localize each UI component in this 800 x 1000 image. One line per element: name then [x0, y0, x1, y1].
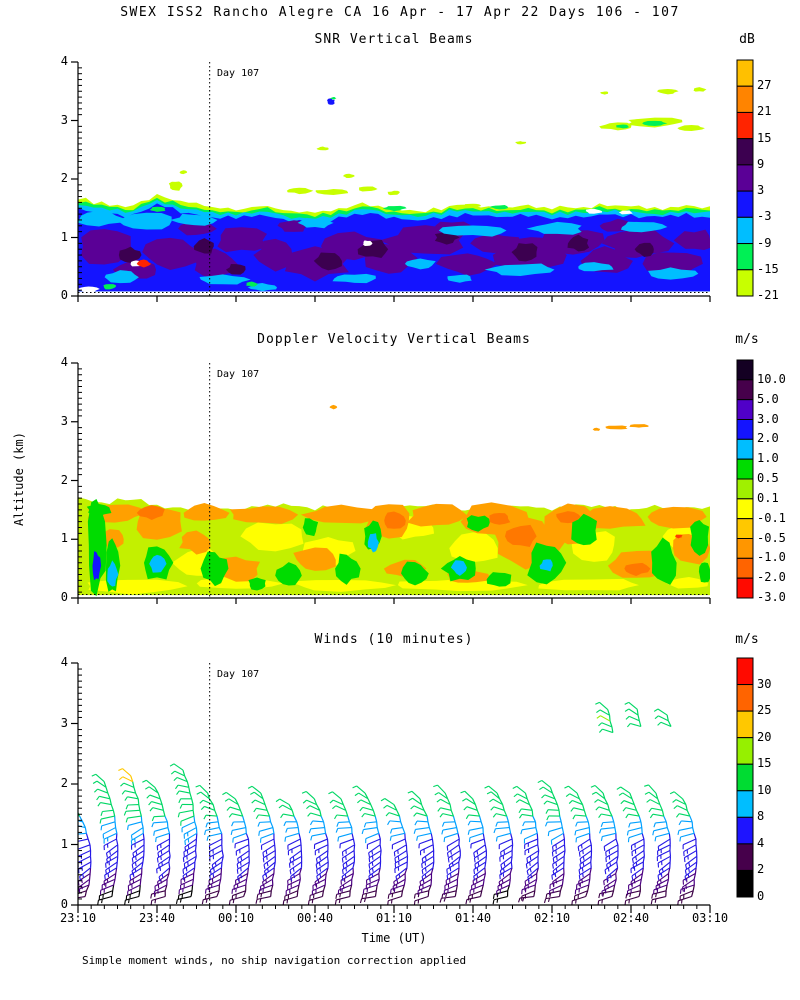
snr-panel-title: SNR Vertical Beams	[314, 32, 474, 47]
y-tick-label: 3	[60, 112, 68, 127]
colorbar-tick-label: 3	[757, 183, 765, 198]
snr-colorbar	[737, 60, 753, 296]
winds-panel-title: Winds (10 minutes)	[314, 632, 474, 647]
figure-title: SWEX ISS2 Rancho Alegre CA 16 Apr - 17 Apr 22 Days 106 - 107	[120, 5, 680, 20]
x-tick-label: 23:10	[59, 911, 97, 925]
y-tick-label: 2	[60, 171, 68, 185]
x-tick-label: 01:10	[375, 911, 413, 925]
y-tick-label: 2	[60, 472, 68, 487]
colorbar-tick-label: 5.0	[757, 391, 779, 406]
doppler-colorbar-units: m/s	[735, 332, 759, 347]
snr-plot-area	[77, 87, 713, 292]
y-tick-label: 1	[60, 836, 68, 851]
colorbar-tick-label: -0.1	[757, 510, 786, 525]
y-tick-label: 1	[60, 531, 68, 546]
winds-colorbar-units: m/s	[735, 632, 759, 647]
colorbar-tick-label: -15	[757, 261, 779, 276]
colorbar-tick-label: 20	[757, 729, 772, 744]
x-tick-label: 00:40	[296, 911, 334, 925]
colorbar-tick-label: 27	[757, 78, 772, 93]
colorbar-tick-label: 0.5	[757, 471, 779, 485]
day-marker-label-winds: Day 107	[217, 669, 260, 680]
colorbar-tick-label: 15	[757, 130, 772, 145]
colorbar-tick-label: -3.0	[757, 590, 786, 604]
y-tick-label: 1	[60, 229, 68, 244]
colorbar-tick-label: -2.0	[757, 570, 786, 585]
y-tick-label: 3	[60, 413, 68, 428]
colorbar-tick-label: 8	[757, 809, 765, 824]
figure-footnote: Simple moment winds, no ship navigation correction applied	[82, 954, 467, 967]
x-tick-label: 00:10	[217, 911, 255, 925]
colorbar-tick-label: 30	[757, 676, 772, 691]
doppler-panel-title: Doppler Velocity Vertical Beams	[257, 332, 531, 347]
doppler-plot-area	[78, 405, 711, 596]
doppler-colorbar	[737, 360, 753, 598]
y-tick-label: 0	[60, 288, 68, 302]
y-tick-label: 3	[60, 715, 68, 730]
winds-colorbar	[737, 658, 753, 897]
colorbar-tick-label: 15	[757, 756, 772, 771]
y-tick-label: 0	[60, 590, 68, 604]
x-tick-label: 02:10	[533, 911, 571, 925]
day-marker-label-snr: Day 107	[217, 68, 260, 79]
colorbar-tick-label: 2.0	[757, 431, 779, 446]
colorbar-tick-label: 3.0	[757, 411, 779, 426]
y-tick-label: 4	[60, 54, 68, 68]
colorbar-tick-label: -0.5	[757, 530, 786, 545]
colorbar-tick-label: 2	[757, 862, 765, 877]
colorbar-tick-label: -3	[757, 209, 772, 224]
colorbar-tick-label: 10	[757, 782, 772, 797]
y-tick-label: 2	[60, 776, 68, 790]
x-axis-label: Time (UT)	[361, 931, 427, 945]
colorbar-tick-label: 10.0	[757, 371, 786, 386]
colorbar-tick-label: 21	[757, 104, 772, 119]
y-axis-label: Altitude (km)	[12, 432, 26, 526]
colorbar-tick-label: -1.0	[757, 550, 786, 565]
day-marker-label-doppler: Day 107	[217, 369, 260, 380]
x-tick-label: 23:40	[138, 911, 176, 925]
colorbar-tick-label: 0	[757, 889, 765, 903]
x-tick-label: 01:40	[454, 911, 492, 925]
colorbar-tick-label: 25	[757, 703, 772, 718]
y-tick-label: 4	[60, 655, 68, 669]
colorbar-tick-label: 9	[757, 156, 765, 171]
colorbar-tick-label: 1.0	[757, 451, 779, 466]
colorbar-tick-label: -9	[757, 235, 772, 250]
colorbar-tick-label: 0.1	[757, 490, 779, 505]
snr-colorbar-units: dB	[739, 32, 755, 47]
x-tick-label: 03:10	[691, 911, 729, 925]
winds-plot-area	[64, 702, 697, 905]
colorbar-tick-label: -21	[757, 288, 779, 302]
y-tick-label: 4	[60, 355, 68, 369]
y-tick-label: 0	[60, 897, 68, 911]
colorbar-tick-label: 4	[757, 835, 765, 850]
x-tick-label: 02:40	[612, 911, 650, 925]
